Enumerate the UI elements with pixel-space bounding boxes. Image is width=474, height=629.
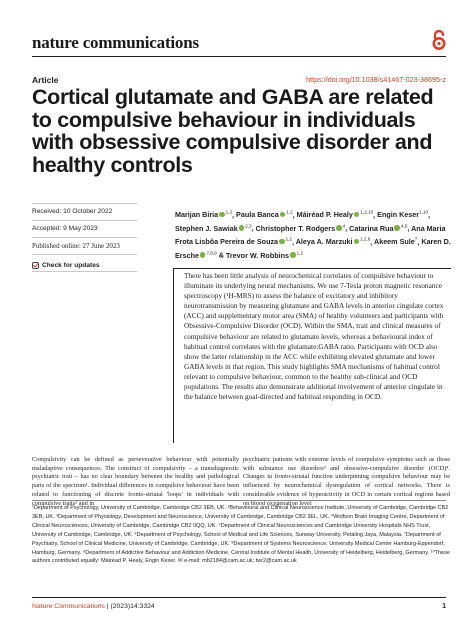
author-separator: ,: [291, 237, 296, 247]
footer-citation: [32, 603, 155, 610]
author-affiliation-numbers: 1,2: [285, 236, 292, 242]
author-affiliation-numbers: 1,2: [225, 210, 233, 215]
author-name[interactable]: Aleya A. Marzuki: [295, 237, 353, 247]
article-type-label: Article: [32, 75, 59, 85]
author-separator: ,: [345, 223, 350, 233]
orcid-icon[interactable]: [200, 252, 206, 258]
doi-link[interactable]: https://doi.org/10.1038/s41467-023-38695-z: [306, 75, 446, 84]
abstract: There has been little analysis of neurochemical correlates of compulsive behaviour to illuminate its underlying neural mechanisms. We use 7-Tesla proton magnetic resonance spectroscopy (¹H-MRS) to assess the balance of excitatory and inhibitory neurotransmission by measuring glutamate and GABA levels in anterior cingulate cortex (ACC) and supplementary motor area (SMA) of healthy volunteers and participants with Obsessive-Compulsive Disorder (OCD). Within the SMA, trait and clinical measures of compulsive behaviour are related to glutamate levels, whereas a behavioural index of habitual control correlates with the glutamate:GABA ratio. Participants with OCD also show the latter relationship in the ACC while exhibiting elevated glutamate and lower GABA levels in that region. This study highlights SMA mechanisms of habitual control relevant to compulsive behaviour, common to the healthy sub-clinical and OCD populations. The results also demonstrate additional involvement of anterior cingulate in the balance between goal-directed and habitual responding in OCD.: [173, 268, 451, 443]
author-entry[interactable]: [236, 210, 293, 219]
author-affiliation-numbers: 7,8,9: [206, 250, 217, 256]
article-title: Cortical glutamate and GABA are related to compulsive behaviour in individuals with obsessive compulsive disorder and healthy controls: [32, 85, 434, 177]
author-name[interactable]: Ana Maria Frota Lisbôa Pereira de Souza: [175, 223, 446, 247]
orcid-icon[interactable]: [219, 212, 225, 218]
orcid-icon[interactable]: [394, 225, 400, 231]
body-column-left: Compulsivity can be defined as perseverative behaviour with potentially maladaptive consequences. The construct of compulsivity – a transdiagnostic psychiatric trait – has no clear boundary between the healthy and pathological parts of the spectrum¹. Individual differences in compulsive behaviour have been related to functioning of discrete fronto-striatal 'loops' in individuals with compulsive traits² and in: [32, 456, 239, 507]
author-affiliation-numbers: 1,2: [286, 210, 293, 215]
author-separator: ,: [373, 210, 378, 220]
author-separator: ,: [232, 210, 237, 220]
orcid-icon[interactable]: [280, 212, 286, 218]
author-entry[interactable]: [296, 237, 371, 246]
author-separator: ,: [428, 210, 431, 220]
author-affiliation-numbers: 1,2: [296, 250, 303, 256]
author-name[interactable]: Christopher T. Rodgers: [255, 223, 336, 233]
orcid-icon[interactable]: [239, 225, 245, 231]
author-entry[interactable]: [374, 237, 417, 246]
body-column-right: psychiatric patients with extreme levels of compulsive symptoms such as those with substance use disorders³ and obsessive-compulsive disorder (OCD)⁴. Changes in fronto-striatal function underpinning compulsive behaviour may be influenced by neurochemical dysregulation of cortical networks. There is considerable evidence of hyperactivity in OCD in certain cortical regions based on blood oxygenation level: [243, 456, 450, 507]
author-entry[interactable]: [226, 251, 303, 260]
author-affiliation-numbers: 1,2,10: [360, 210, 374, 215]
orcid-icon[interactable]: [354, 212, 360, 218]
author-list: [175, 207, 451, 261]
article-dates-box: [32, 203, 137, 272]
author-name[interactable]: Paula Banca: [236, 210, 279, 220]
author-affiliation-numbers: 4,5: [400, 223, 408, 229]
author-entry[interactable]: [349, 224, 407, 233]
accepted-date: Accepted: 9 May 2023: [32, 220, 137, 237]
author-separator: ,: [370, 237, 374, 247]
footer-journal-link[interactable]: Nature Communications: [32, 603, 105, 610]
author-affiliation-numbers: 4: [342, 223, 346, 229]
author-entry[interactable]: [175, 224, 252, 233]
author-entry[interactable]: [175, 210, 232, 219]
affiliations-rule: [32, 500, 446, 501]
author-affiliation-numbers: 1,10: [419, 210, 429, 215]
author-entry[interactable]: [377, 210, 431, 220]
published-date: Published online: 27 June 2023: [32, 237, 137, 254]
author-separator: ,: [417, 237, 422, 247]
author-separator: ,: [251, 223, 256, 233]
author-separator: ,: [292, 210, 297, 220]
footer-volume: | (2023)14:3324: [104, 603, 155, 610]
journal-name[interactable]: nature communications: [32, 33, 199, 52]
author-name[interactable]: Akeem Sule: [374, 237, 415, 247]
author-entry[interactable]: [256, 224, 346, 233]
author-name[interactable]: Stephen J. Sawiak: [175, 223, 238, 233]
affiliations: [32, 504, 450, 566]
author-name[interactable]: Máiréad P. Healy: [296, 210, 353, 220]
open-access-lock-icon[interactable]: [431, 29, 447, 51]
orcid-icon[interactable]: [290, 252, 296, 258]
author-separator: ,: [407, 223, 412, 233]
orcid-icon[interactable]: [336, 225, 342, 231]
check-for-updates-icon: [32, 262, 39, 269]
author-affiliation-numbers: 7: [414, 236, 418, 242]
affiliations-text: ¹Department of Psychology, University of Cambridge, Cambridge CB2 3EB, UK. ²Behavioural and Clinical Neuroscience Institute, University of Cambridge, Cambridge CB2 3EB, UK. ³Department of Physiology, Development and Neuroscience, University of Cambridge, Cambridge CB2 3EL, UK. ⁴Wolfson Brain Imaging Centre, Department of Clinical Neurosciences, University of Cambridge, Cambridge CB2 0QQ, UK. ⁵Department of Clinical Neurosciences and Cambridge University Hospitals NHS Trust, University of Cambridge, Cambridge, UK. ⁶Department of Psychology, School of Medical and Life Sciences, Sunway University, Petaling Jaya, Malaysia. ⁷Department of Psychiatry, School of Clinical Medicine, University of Cambridge, Cambridge, UK. ⁸Department of Systems Neuroscience, University Medical Center Hamburg-Eppendorf, Hamburg, Germany. ⁹Department of Addictive Behaviour and Addiction Medicine, Central Institute of Mental Health, University of Heidelberg, Heidelberg, Germany. ¹⁰These authors contributed equally: Máiréad P. Healy, Engin Keser.: [32, 505, 450, 565]
author-name[interactable]: Karen D. Ersche: [175, 237, 451, 260]
correspondence-emails[interactable]: ✉ e-mail: mb2184@cam.ac.uk; twr2@cam.ac.uk: [177, 558, 297, 565]
orcid-icon[interactable]: [354, 239, 360, 245]
author-name[interactable]: Catarina Rua: [349, 223, 394, 233]
footer-rule: [32, 597, 446, 598]
check-updates-link[interactable]: [32, 254, 137, 271]
author-entry[interactable]: [297, 210, 373, 219]
author-name[interactable]: Engin Keser: [377, 210, 420, 220]
author-separator: &: [216, 250, 226, 260]
author-name[interactable]: Marijan Biria: [175, 210, 219, 220]
page-number: 1: [442, 603, 446, 610]
author-name[interactable]: Trevor W. Robbins: [225, 250, 289, 260]
received-date: Received: 10 October 2022: [32, 203, 137, 220]
author-affiliation-numbers: 1,2,6: [360, 236, 371, 242]
orcid-icon[interactable]: [279, 239, 285, 245]
header-rule: [32, 56, 446, 57]
author-affiliation-numbers: 2,3: [245, 223, 252, 229]
check-updates-label: Check for updates: [42, 261, 100, 269]
